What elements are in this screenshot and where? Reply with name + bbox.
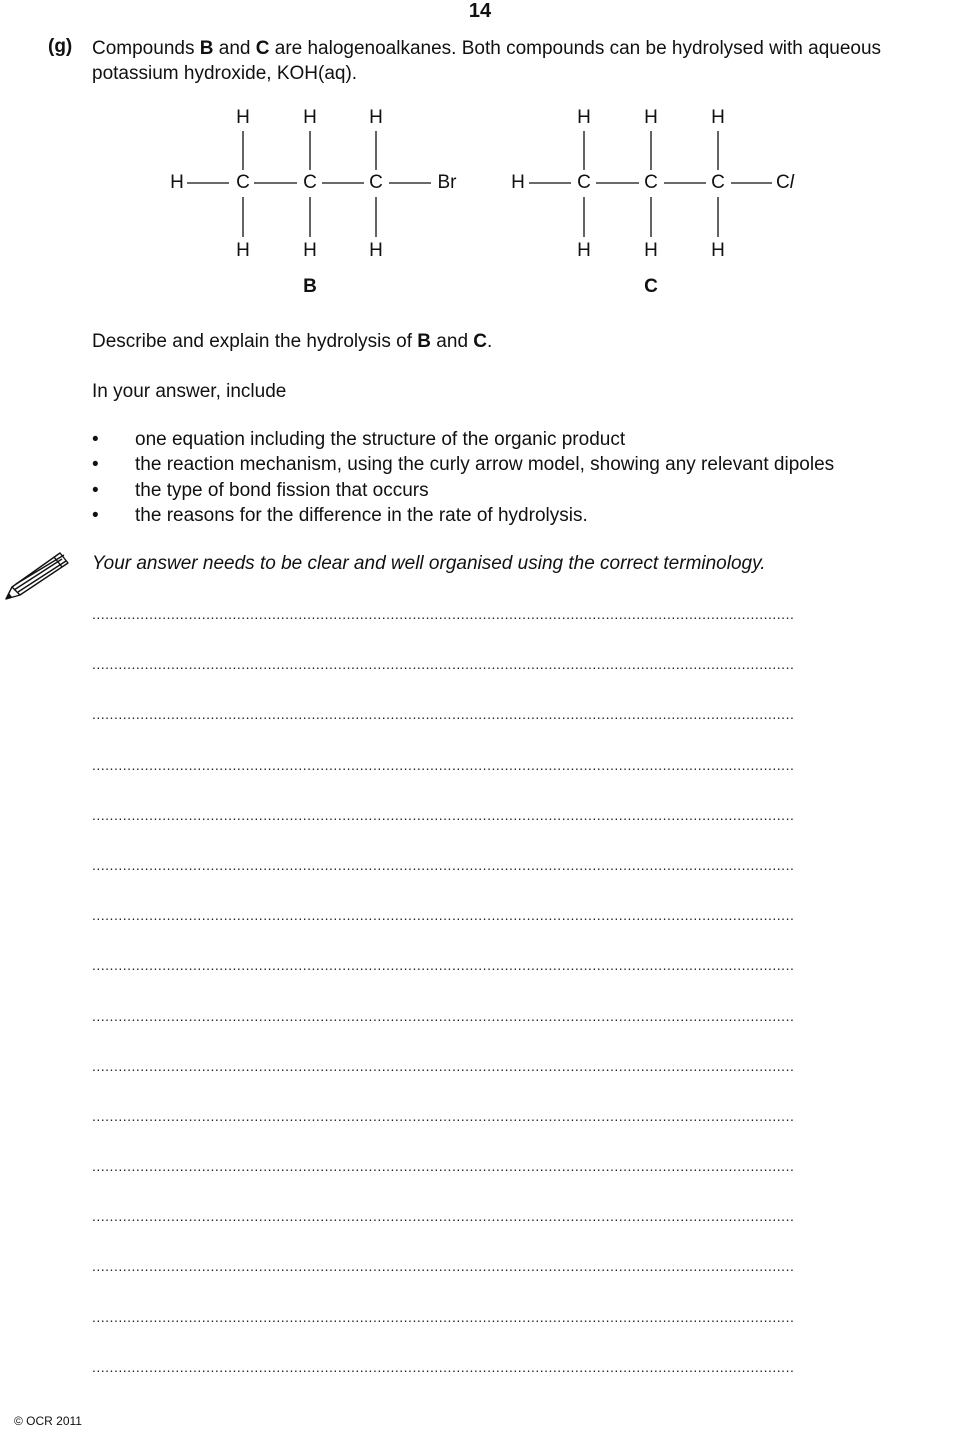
atom-b-br: Br	[437, 172, 457, 193]
bullet-icon: •	[92, 479, 99, 501]
page-number: 14	[468, 0, 492, 22]
answer-line[interactable]: ................................................................................................................................................................	[92, 1057, 795, 1074]
atom-c-h-top-2: H	[644, 107, 658, 128]
atom-c-h-bottom-1: H	[577, 240, 591, 261]
atom-b-c-1: C	[236, 172, 250, 193]
atom-c-cl: Cl	[776, 172, 794, 193]
atom-b-h-top-3: H	[369, 107, 383, 128]
list-item: • the reaction mechanism, using the curly arrow model, showing any relevant dipoles	[92, 452, 834, 477]
answer-line[interactable]: ................................................................................................................................................................	[92, 1308, 795, 1325]
atom-b-h-left: H	[170, 172, 184, 193]
bullet-icon: •	[92, 504, 99, 526]
atom-b-c-2: C	[303, 172, 317, 193]
list-item: • the reasons for the difference in the rate of hydrolysis.	[92, 503, 834, 528]
atom-b-c-3: C	[369, 172, 383, 193]
list-item: • one equation including the structure of the organic product	[92, 427, 834, 452]
qwc-note: Your answer needs to be clear and well organised using the correct terminology.	[92, 553, 766, 574]
question-label: (g)	[48, 36, 73, 57]
answer-line[interactable]: ................................................................................................................................................................	[92, 957, 795, 974]
pencil-icon	[2, 549, 70, 605]
requirement-list	[92, 427, 834, 528]
include-intro: In your answer, include	[92, 381, 287, 402]
answer-line[interactable]: ................................................................................................................................................................	[92, 1358, 795, 1375]
answer-line[interactable]: ................................................................................................................................................................	[92, 856, 795, 873]
answer-line[interactable]: ................................................................................................................................................................	[92, 606, 795, 622]
atom-c-h-bottom-2: H	[644, 240, 658, 261]
answer-line[interactable]: ................................................................................................................................................................	[92, 1208, 795, 1225]
bond-lines	[0, 0, 960, 320]
answer-line[interactable]: ................................................................................................................................................................	[92, 806, 795, 823]
answer-line[interactable]: ................................................................................................................................................................	[92, 656, 795, 673]
atom-b-h-bottom-3: H	[369, 240, 383, 261]
atom-b-h-top-1: H	[236, 107, 250, 128]
answer-line[interactable]: ................................................................................................................................................................	[92, 1258, 795, 1275]
atom-b-h-bottom-2: H	[303, 240, 317, 261]
answer-line[interactable]: ................................................................................................................................................................	[92, 907, 795, 924]
answer-line[interactable]: ................................................................................................................................................................	[92, 1107, 795, 1124]
answer-line[interactable]: ................................................................................................................................................................	[92, 706, 795, 723]
atom-c-h-top-3: H	[711, 107, 725, 128]
answer-line[interactable]: ................................................................................................................................................................	[92, 1007, 795, 1024]
task-instruction: Describe and explain the hydrolysis of B and C.	[92, 331, 493, 352]
atom-c-c-1: C	[577, 172, 591, 193]
answer-line[interactable]: ................................................................................................................................................................	[92, 756, 795, 773]
list-item: • the type of bond fission that occurs	[92, 478, 834, 503]
atom-c-h-bottom-3: H	[711, 240, 725, 261]
bullet-icon: •	[92, 429, 99, 450]
copyright-footer: © OCR 2011	[14, 1414, 82, 1428]
atom-b-h-bottom-1: H	[236, 240, 250, 261]
question-intro: Compounds B and C are halogenoalkanes. Both compounds can be hydrolysed with aqueous potassium hydroxide, KOH(aq).	[92, 38, 882, 84]
atom-c-c-2: C	[644, 172, 658, 193]
structural-formulas	[0, 0, 960, 320]
atom-c-h-top-1: H	[577, 107, 591, 128]
atom-c-c-3: C	[711, 172, 725, 193]
answer-area[interactable]	[92, 604, 960, 1407]
answer-line[interactable]: ................................................................................................................................................................	[92, 1158, 795, 1175]
molecule-b-label: B	[303, 276, 317, 297]
molecule-c-label: C	[644, 276, 658, 297]
atom-c-h-left: H	[511, 172, 525, 193]
atom-b-h-top-2: H	[303, 107, 317, 128]
bullet-icon: •	[92, 454, 99, 476]
